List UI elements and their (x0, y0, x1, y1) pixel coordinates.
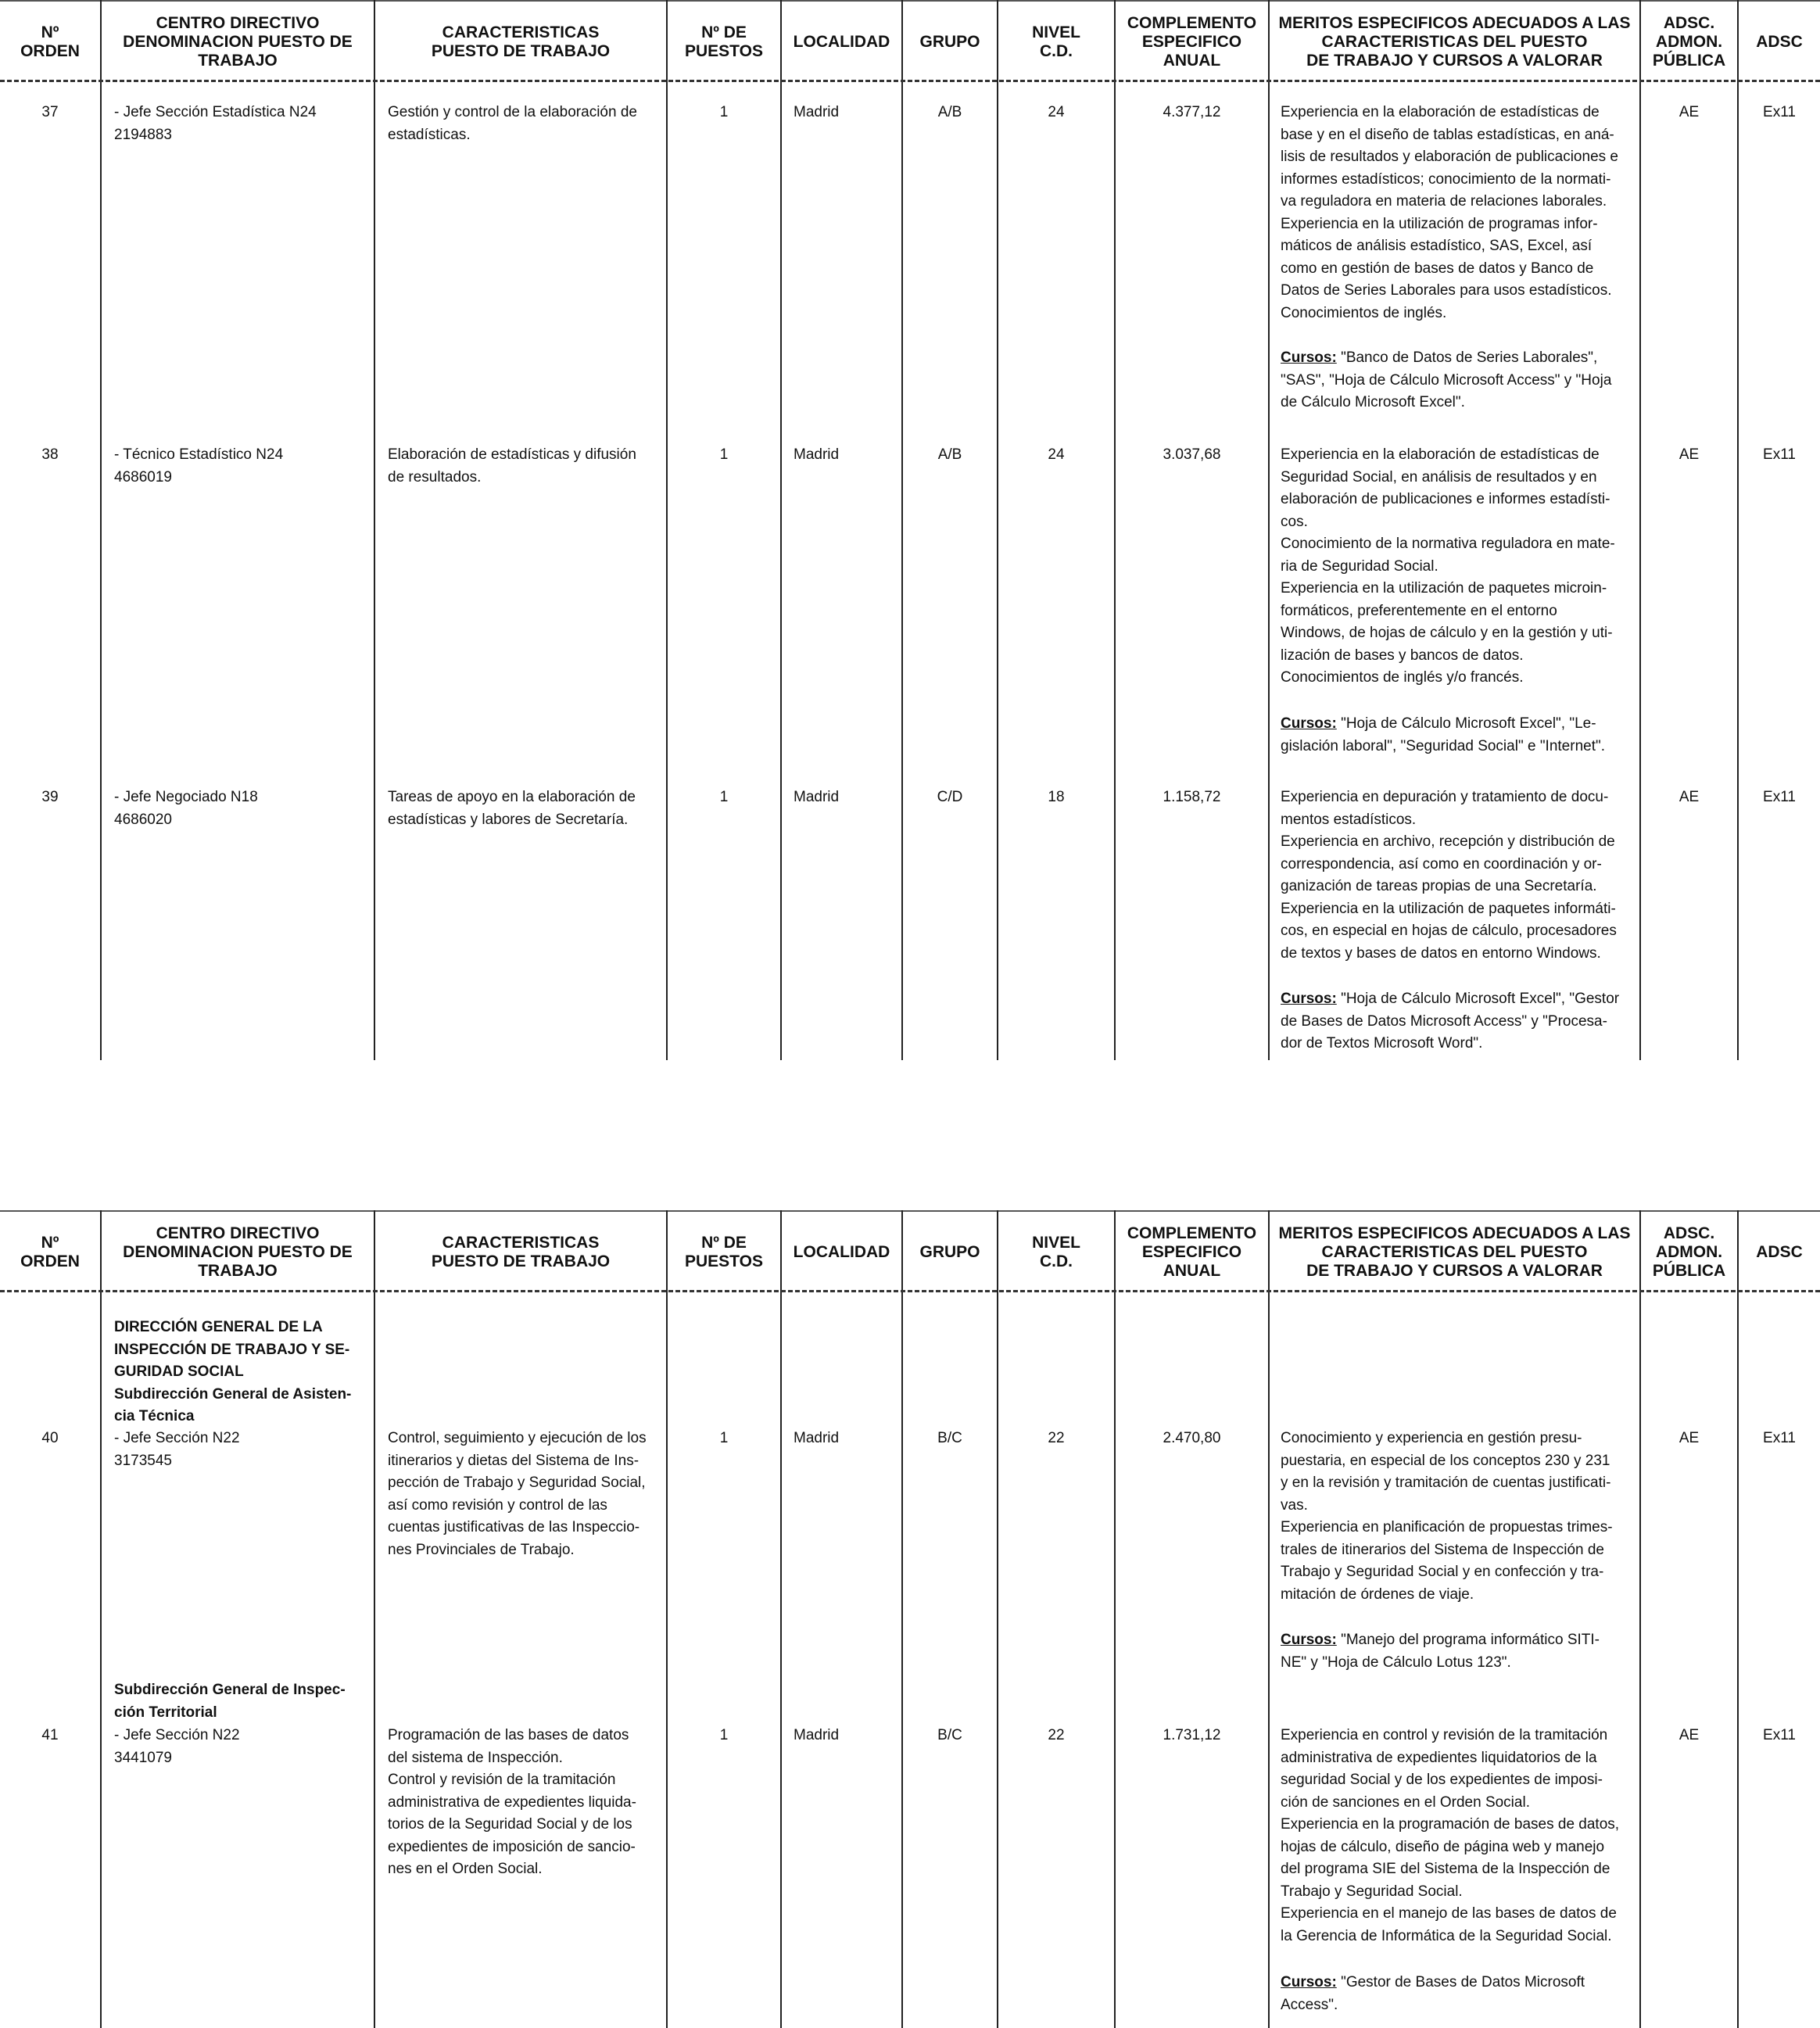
cursos-block (1281, 988, 1625, 1055)
localidad-cell: Madrid (794, 446, 840, 463)
header-nivel: NIVEL C.D. (1032, 1234, 1080, 1270)
caracteristicas-cell: Tareas de apoyo en la elaboración de estadísticas y labores de Secretaría. (388, 789, 636, 828)
puestos-cell: 1 (719, 446, 729, 463)
puestos-cell: 1 (719, 1430, 729, 1446)
header-complemento: COMPLEMENTO ESPECIFICO ANUAL (1127, 14, 1257, 70)
cursos-label: Cursos: (1281, 1632, 1337, 1648)
caracteristicas-cell: Control, seguimiento y ejecución de los itinerarios y dietas del Sistema de Ins- pección de Trabajo y Seguridad Social, así como revisión y control de las cuentas justificativas de las Inspeccio- nes Provinciales de Trabajo. (388, 1430, 647, 1558)
header-puestos: Nº DE PUESTOS (685, 1234, 763, 1270)
header-grupo: GRUPO (919, 1243, 980, 1261)
header-adsc: ADSC (1756, 33, 1803, 51)
nivel-cell: 24 (1048, 104, 1065, 120)
puestos-cell: 1 (719, 789, 729, 805)
meritos-cell: Experiencia en depuración y tratamiento de docu- mentos estadísticos. Experiencia en archivo, recepción y distribución de correspondencia, así como en coordinación y or- ganización de tareas propias de una Secretaría. Experiencia en la utilización de paquetes informáti- cos, en especial en hojas de cálculo, procesadores de textos y bases de datos en entorno Windows. (1281, 789, 1617, 962)
centro-heading: Subdirección General de Inspec- ción Territorial (114, 1682, 346, 1721)
header-adsc-admon: ADSC. ADMON. PÚBLICA (1652, 1224, 1726, 1280)
orden-cell: 37 (41, 104, 59, 120)
cursos-text: "Gestor de Bases de Datos Microsoft Access". (1281, 1974, 1585, 2013)
complemento-cell: 2.470,80 (1163, 1430, 1221, 1446)
denominacion-cell: - Técnico Estadístico N24 4686019 (114, 446, 284, 486)
header-adsc: ADSC (1756, 1243, 1803, 1261)
header-orden: Nº ORDEN (20, 23, 80, 60)
orden-cell: 40 (41, 1430, 59, 1446)
denominacion-cell: - Jefe Sección N22 3441079 (114, 1727, 240, 1766)
denominacion-cell: - Jefe Sección N22 3173545 (114, 1430, 240, 1469)
denominacion-cell: - Jefe Negociado N18 4686020 (114, 789, 258, 828)
complemento-cell: 1.731,12 (1163, 1727, 1221, 1743)
cursos-block (1281, 347, 1625, 414)
header-orden: Nº ORDEN (20, 1234, 80, 1270)
orden-cell: 38 (41, 446, 59, 463)
adsc-admon-cell: AE (1678, 1430, 1700, 1446)
header-complemento: COMPLEMENTO ESPECIFICO ANUAL (1127, 1224, 1257, 1280)
meritos-cell: Experiencia en la elaboración de estadísticas de base y en el diseño de tablas estadísticas, en aná- lisis de resultados y elaboración de publicaciones e informes estadísticos; conocimiento de la normati- va reguladora en materia de relaciones laborales. Experiencia en la utilización de programas infor- máticos de análisis estadístico, SAS, Excel, así como en gestión de bases de datos y Banco de Datos de Series Laborales para usos estadísticos. Conocimientos de inglés. (1281, 104, 1618, 321)
header-puestos: Nº DE PUESTOS (685, 23, 763, 60)
grupo-cell: A/B (937, 104, 962, 120)
adsc-admon-cell: AE (1678, 1727, 1700, 1743)
adsc-admon-cell: AE (1678, 446, 1700, 463)
denominacion-cell: - Jefe Sección Estadística N24 2194883 (114, 104, 317, 143)
cursos-label: Cursos: (1281, 1974, 1337, 1990)
adsc-cell: Ex11 (1763, 789, 1796, 805)
adsc-cell: Ex11 (1763, 104, 1796, 120)
nivel-cell: 22 (1048, 1430, 1065, 1446)
adsc-admon-cell: AE (1678, 104, 1700, 120)
adsc-admon-cell: AE (1678, 789, 1700, 805)
grupo-cell: A/B (937, 446, 962, 463)
header-caracteristicas: CARACTERISTICAS PUESTO DE TRABAJO (431, 23, 611, 60)
complemento-cell: 1.158,72 (1163, 789, 1221, 805)
header-centro: CENTRO DIRECTIVO DENOMINACION PUESTO DE TRABAJO (123, 14, 353, 70)
cursos-block (1281, 713, 1625, 758)
caracteristicas-cell: Elaboración de estadísticas y difusión de resultados. (388, 446, 636, 486)
cursos-text: "Banco de Datos de Series Laborales", "SAS", "Hoja de Cálculo Microsoft Access" y "Hoja de Cálculo Microsoft Excel". (1281, 349, 1612, 410)
cursos-block (1281, 1629, 1625, 1674)
header-centro: CENTRO DIRECTIVO DENOMINACION PUESTO DE TRABAJO (123, 1224, 353, 1280)
orden-cell: 39 (41, 789, 59, 805)
caracteristicas-cell: Gestión y control de la elaboración de estadísticas. (388, 104, 637, 143)
cursos-block (1281, 1972, 1625, 2016)
localidad-cell: Madrid (794, 789, 840, 805)
header-grupo: GRUPO (919, 33, 980, 51)
centro-heading: DIRECCIÓN GENERAL DE LA INSPECCIÓN DE TRABAJO Y SE- GURIDAD SOCIAL Subdirección General de Asisten- cia Técnica (114, 1319, 352, 1424)
adsc-cell: Ex11 (1763, 446, 1796, 463)
localidad-cell: Madrid (794, 1430, 840, 1446)
complemento-cell: 3.037,68 (1163, 446, 1221, 463)
grupo-cell: B/C (937, 1727, 962, 1743)
cursos-label: Cursos: (1281, 715, 1337, 732)
puestos-cell: 1 (719, 1727, 729, 1743)
puestos-cell: 1 (719, 104, 729, 120)
localidad-cell: Madrid (794, 104, 840, 120)
grupo-cell: B/C (937, 1430, 962, 1446)
cursos-label: Cursos: (1281, 349, 1337, 366)
adsc-cell: Ex11 (1763, 1430, 1796, 1446)
meritos-cell: Experiencia en control y revisión de la tramitación administrativa de expedientes liquidatorios de la seguridad Social y de los expedientes de imposi- ción de sanciones en el Orden Social. Experiencia en la programación de bases de datos, hojas de cálculo, diseño de página web y manejo del programa SIE del Sistema de la Inspección de Trabajo y Seguridad Social. Experiencia en el manejo de las bases de datos de la Gerencia de Informática de la Seguridad Social. (1281, 1727, 1620, 1944)
meritos-cell: Conocimiento y experiencia en gestión presu- puestaria, en especial de los conceptos 230 y 231 y en la revisión y tramitación de cuentas justificati- vas. Experiencia en planificación de propuestas trimes- trales de itinerarios del Sistema de Inspección de Trabajo y Seguridad Social y en confección y tra- mitación de órdenes de viaje. (1281, 1430, 1613, 1603)
cursos-label: Cursos: (1281, 991, 1337, 1007)
orden-cell: 41 (41, 1727, 59, 1743)
header-adsc-admon: ADSC. ADMON. PÚBLICA (1652, 14, 1726, 70)
header-localidad: LOCALIDAD (793, 1243, 890, 1261)
nivel-cell: 22 (1048, 1727, 1065, 1743)
complemento-cell: 4.377,12 (1163, 104, 1221, 120)
grupo-cell: C/D (937, 789, 963, 805)
cursos-text: "Manejo del programa informático SITI- NE" y "Hoja de Cálculo Lotus 123". (1281, 1632, 1600, 1671)
header-localidad: LOCALIDAD (793, 33, 890, 51)
header-meritos: MERITOS ESPECIFICOS ADECUADOS A LAS CARACTERISTICAS DEL PUESTO DE TRABAJO Y CURSOS A VALORAR (1278, 14, 1631, 70)
header-nivel: NIVEL C.D. (1032, 23, 1080, 60)
localidad-cell: Madrid (794, 1727, 840, 1743)
table-page-2 (0, 1210, 1820, 2028)
adsc-cell: Ex11 (1763, 1727, 1796, 1743)
nivel-cell: 24 (1048, 446, 1065, 463)
cursos-text: "Hoja de Cálculo Microsoft Excel", "Le- gislación laboral", "Seguridad Social" e "Internet". (1281, 715, 1606, 754)
meritos-cell: Experiencia en la elaboración de estadísticas de Seguridad Social, en análisis de resultados y en elaboración de publicaciones e informes estadísti- cos. Conocimiento de la normativa reguladora en mate- ria de Seguridad Social. Experiencia en la utilización de paquetes microin- formáticos, preferentemente en el entorno Windows, de hojas de cálculo y en la gestión y uti- lización de bases y bancos de datos. Conocimientos de inglés y/o francés. (1281, 446, 1615, 686)
header-meritos: MERITOS ESPECIFICOS ADECUADOS A LAS CARACTERISTICAS DEL PUESTO DE TRABAJO Y CURSOS A VALORAR (1278, 1224, 1631, 1280)
cursos-text: "Hoja de Cálculo Microsoft Excel", "Gestor de Bases de Datos Microsoft Access" y "Procesa- dor de Textos Microsoft Word". (1281, 991, 1620, 1052)
nivel-cell: 18 (1048, 789, 1065, 805)
caracteristicas-cell: Programación de las bases de datos del sistema de Inspección. Control y revisión de la tramitación administrativa de expedientes liquida- torios de la Seguridad Social y de los expedientes de imposición de sancio- nes en el Orden Social. (388, 1727, 636, 1877)
header-caracteristicas: CARACTERISTICAS PUESTO DE TRABAJO (431, 1234, 611, 1270)
